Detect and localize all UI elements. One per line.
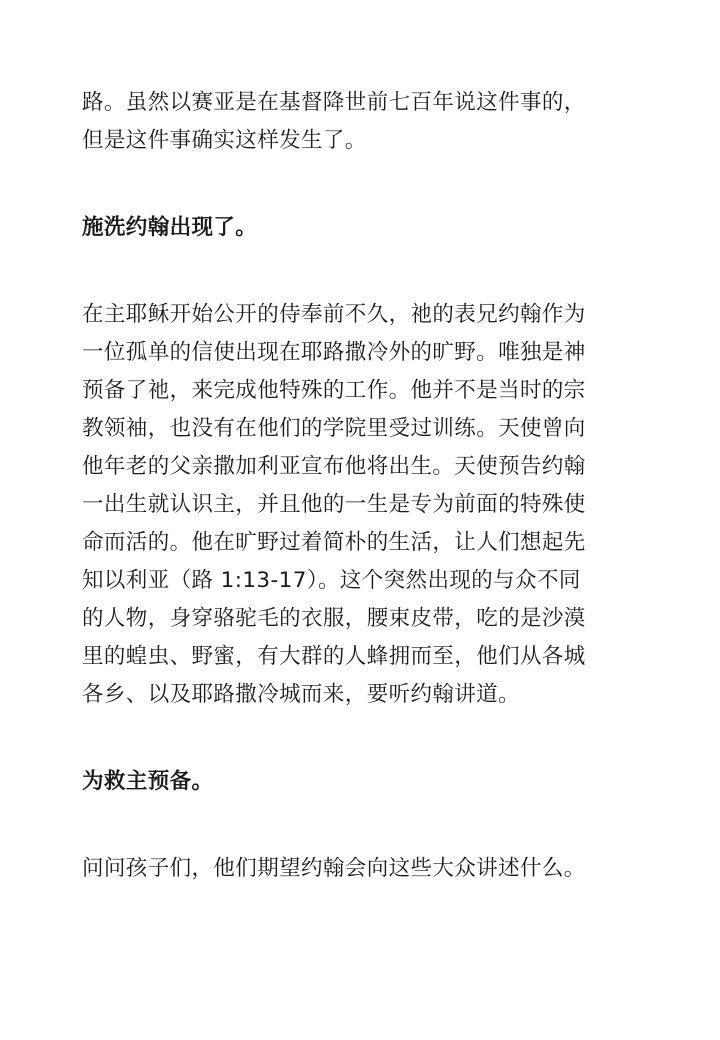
paragraph-spacer (82, 801, 642, 850)
text-line: 里的蝗虫、野蜜，有大群的人蜂拥而至，他们从各城 (82, 644, 586, 669)
section-heading-prepare-for-savior: 为救主预备。 (82, 769, 214, 794)
text-line: 教领袖，也没有在他们的学院里受过训练。天使曾向 (82, 416, 586, 441)
text-line: 各乡、以及耶路撒冷城而来，要听约翰讲道。 (82, 682, 521, 707)
intro-paragraph (82, 84, 642, 160)
text-line: 但是这件事确实这样发生了。 (82, 128, 367, 153)
paragraph-spacer (82, 714, 642, 763)
text-line: 的人物，身穿骆驼毛的衣服，腰束皮带，吃的是沙漠 (82, 606, 586, 631)
text-line: 一位孤单的信使出现在耶路撒冷外的旷野。唯独是神 (82, 340, 586, 365)
document-page (82, 84, 642, 888)
text-line: 他年老的父亲撒加利亚宣布他将出生。天使预告约翰 (82, 454, 586, 479)
main-paragraph (82, 296, 642, 714)
text-line: 一出生就认识主，并且他的一生是专为前面的特殊使 (82, 492, 586, 517)
text-line: 在主耶稣开始公开的侍奉前不久，祂的表兄约翰作为 (82, 302, 586, 327)
text-line: 路。虽然以赛亚是在基督降世前七百年说这件事的， (82, 90, 586, 115)
final-paragraph (82, 850, 642, 888)
text-line: 预备了祂，来完成他特殊的工作。他并不是当时的宗 (82, 378, 586, 403)
paragraph-spacer (82, 247, 642, 296)
text-line: 知以利亚（路 1:13-17）。这个突然出现的与众不同 (82, 568, 581, 593)
paragraph-spacer (82, 160, 642, 209)
text-line: 命而活的。他在旷野过着简朴的生活，让人们想起先 (82, 530, 586, 555)
section-heading-john-appears: 施洗约翰出现了。 (82, 215, 258, 240)
text-line: 问问孩子们，他们期望约翰会向这些大众讲述什么。 (82, 856, 586, 881)
